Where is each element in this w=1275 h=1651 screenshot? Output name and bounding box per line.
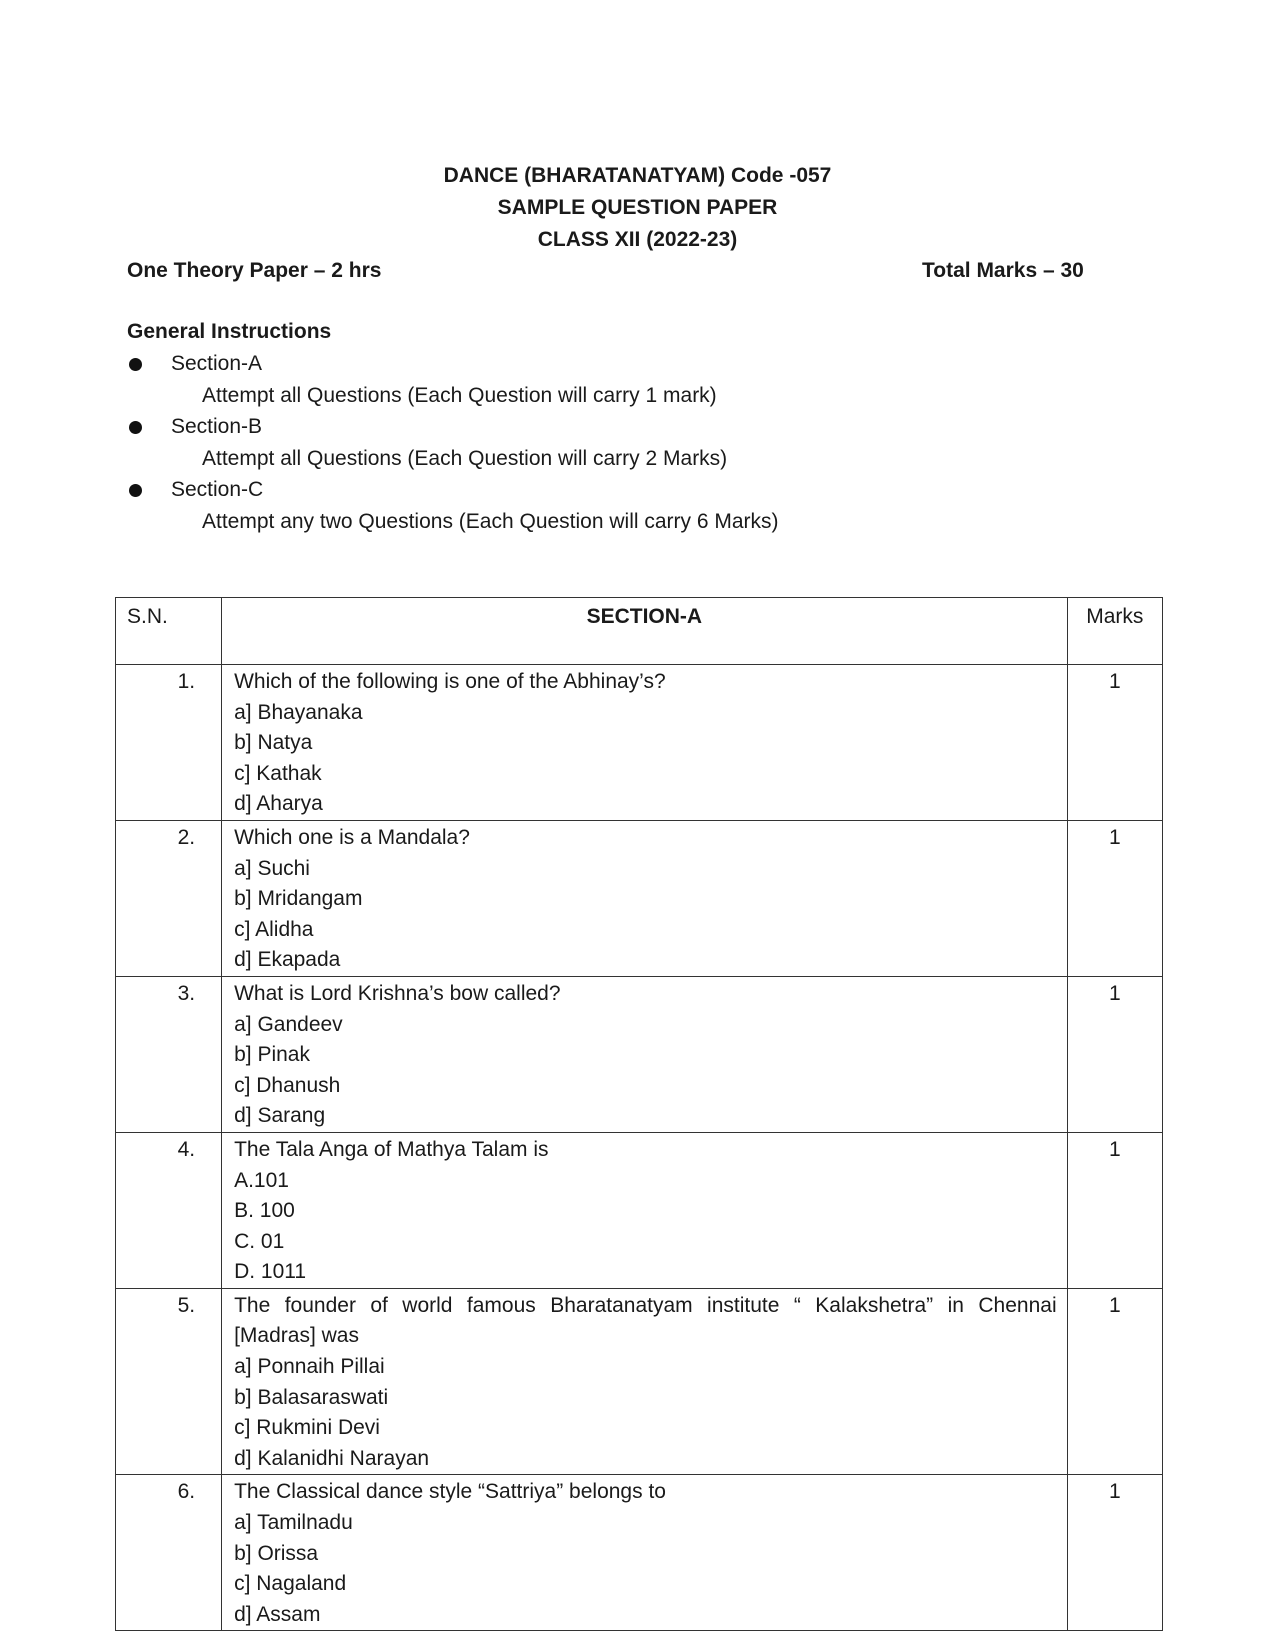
- question-text: The Classical dance style “Sattriya” belongs to: [234, 1480, 666, 1504]
- option: c] Nagaland: [234, 1572, 347, 1596]
- option: D. 1011: [234, 1260, 307, 1284]
- instruction-text: Attempt all Questions (Each Question will carry 2 Marks): [202, 446, 728, 470]
- option: b] Natya: [234, 731, 313, 755]
- paper-title: DANCE (BHARATANATYAM) Code -057: [443, 164, 832, 187]
- option: c] Kathak: [234, 761, 322, 785]
- paper-header: [0, 160, 1275, 256]
- option: a] Bhayanaka: [234, 700, 363, 724]
- question-cell: [222, 1132, 1068, 1288]
- question-text: Which of the following is one of the Abhinay’s?: [234, 670, 666, 693]
- table-row: [116, 665, 1163, 821]
- option: a] Suchi: [234, 856, 310, 880]
- question-marks: 1: [1067, 1288, 1162, 1475]
- option: b] Mridangam: [234, 887, 363, 911]
- question-number: 2.: [116, 820, 222, 976]
- instructions-list: [127, 348, 779, 537]
- bullet-icon: [129, 484, 142, 497]
- option: a] Ponnaih Pillai: [234, 1355, 385, 1379]
- table-row: [116, 976, 1163, 1132]
- instruction-section-label: Section-A: [171, 352, 263, 375]
- column-header-sn: S.N.: [116, 598, 222, 665]
- option: b] Pinak: [234, 1043, 310, 1067]
- bullet-icon: [129, 358, 142, 371]
- instruction-section-label: Section-B: [171, 415, 263, 438]
- option: b] Balasaraswati: [234, 1385, 389, 1409]
- question-number: 6.: [116, 1475, 222, 1631]
- question-text-continued: [Madras] was: [234, 1324, 359, 1348]
- question-number: 4.: [116, 1132, 222, 1288]
- option: c] Rukmini Devi: [234, 1416, 380, 1440]
- table-row: [116, 1475, 1163, 1631]
- question-number: 3.: [116, 976, 222, 1132]
- paper-class: CLASS XII (2022-23): [537, 228, 738, 251]
- option: B. 100: [234, 1199, 295, 1223]
- question-number: 1.: [116, 665, 222, 821]
- option: d] Assam: [234, 1602, 321, 1626]
- table-row: [116, 1288, 1163, 1475]
- question-cell: [222, 820, 1068, 976]
- question-cell: [222, 1288, 1068, 1475]
- question-number: 5.: [116, 1288, 222, 1475]
- option: d] Kalanidhi Narayan: [234, 1446, 430, 1470]
- option: c] Alidha: [234, 917, 314, 941]
- instruction-section-label: Section-C: [171, 478, 264, 501]
- bullet-icon: [129, 421, 142, 434]
- question-cell: [222, 976, 1068, 1132]
- instruction-text: Attempt all Questions (Each Question will carry 1 mark): [202, 383, 717, 407]
- general-instructions-title: General Instructions: [127, 320, 332, 343]
- instruction-section: [127, 348, 779, 380]
- table-row: [116, 1132, 1163, 1288]
- question-text: The Tala Anga of Mathya Talam is: [234, 1137, 549, 1161]
- paper-duration: One Theory Paper – 2 hrs: [127, 259, 382, 282]
- questions-table: [115, 597, 1163, 1631]
- question-text: The founder of world famous Bharatanatyam institute “ Kalakshetra” in Chennai: [234, 1293, 1057, 1317]
- option: a] Gandeev: [234, 1012, 343, 1036]
- table-row: [116, 820, 1163, 976]
- option: d] Ekapada: [234, 948, 341, 972]
- question-marks: 1: [1067, 1475, 1162, 1631]
- question-cell: [222, 665, 1068, 821]
- instruction-section: [127, 411, 779, 443]
- option: d] Sarang: [234, 1104, 326, 1128]
- total-marks: Total Marks – 30: [922, 259, 1084, 282]
- column-header-marks: Marks: [1067, 598, 1162, 665]
- instruction-text: Attempt any two Questions (Each Question will carry 6 Marks): [202, 509, 779, 533]
- option: b] Orissa: [234, 1541, 319, 1565]
- question-text: What is Lord Krishna’s bow called?: [234, 981, 561, 1005]
- question-marks: 1: [1067, 1132, 1162, 1288]
- question-marks: 1: [1067, 820, 1162, 976]
- question-marks: 1: [1067, 976, 1162, 1132]
- option: a] Tamilnadu: [234, 1511, 353, 1535]
- question-text: Which one is a Mandala?: [234, 825, 470, 849]
- option: c] Dhanush: [234, 1073, 341, 1097]
- question-cell: [222, 1475, 1068, 1631]
- column-header-section: SECTION-A: [222, 598, 1068, 665]
- instruction-section: [127, 474, 779, 506]
- question-marks: 1: [1067, 665, 1162, 821]
- option: C. 01: [234, 1229, 285, 1253]
- paper-subtitle: SAMPLE QUESTION PAPER: [497, 196, 778, 219]
- table-header-row: [116, 598, 1163, 665]
- option: d] Aharya: [234, 792, 323, 816]
- option: A.101: [234, 1168, 289, 1192]
